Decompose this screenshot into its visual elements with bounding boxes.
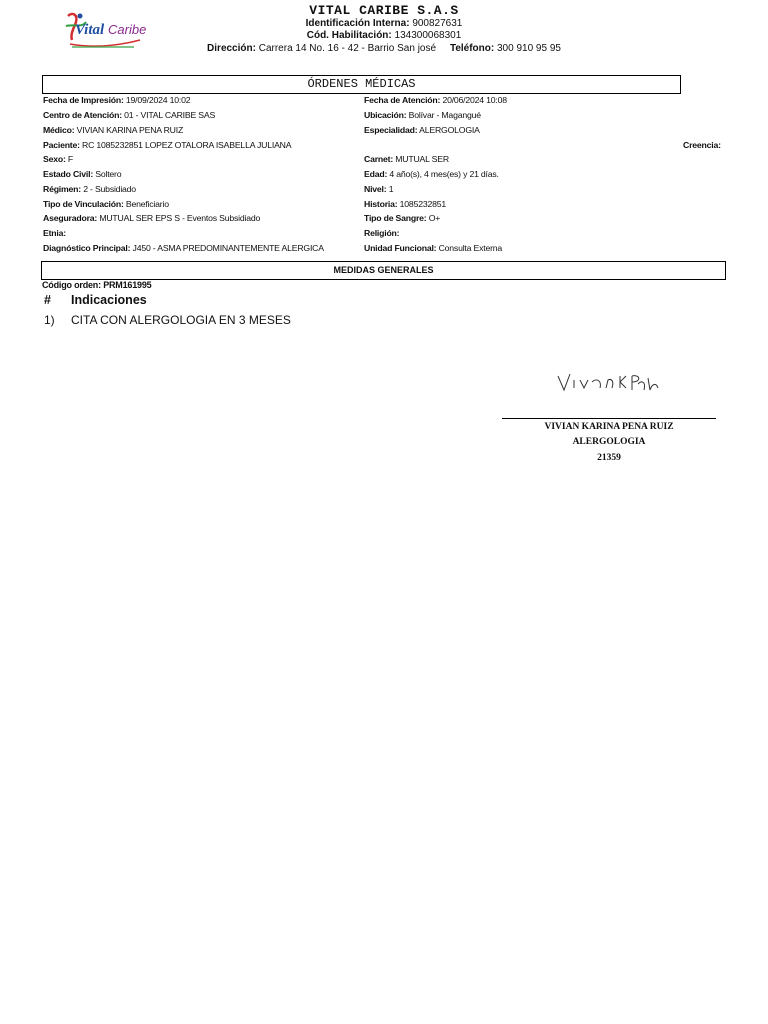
insurer: Aseguradora: MUTUAL SER EPS S - Eventos Subsidiado (43, 213, 261, 223)
internal-id-line: Identificación Interna: 900827631 (305, 18, 463, 29)
care-center: Centro de Atención: 01 - VITAL CARIBE SAS (43, 110, 216, 120)
signer-specialty: ALERGOLOGIA (572, 437, 646, 447)
indication-text: CITA CON ALERGOLOGIA EN 3 MESES (71, 313, 291, 327)
attention-date: Fecha de Atención: 20/06/2024 10:08 (364, 95, 507, 105)
print-date: Fecha de Impresión: 19/09/2024 10:02 (43, 95, 191, 105)
level: Nivel: 1 (364, 184, 394, 194)
habilitation-line: Cód. Habilitación: 134300068301 (306, 30, 462, 41)
regimen: Régimen: 2 - Subsidiado (43, 184, 136, 194)
blood-type: Tipo de Sangre: O+ (364, 213, 441, 223)
document-title: ÓRDENES MÉDICAS (42, 75, 681, 94)
section-title: MEDIDAS GENERALES (41, 261, 726, 280)
functional-unit: Unidad Funcional: Consulta Externa (364, 243, 503, 253)
address-phone-line: Dirección: Carrera 14 No. 16 - 42 - Barrio San josé Teléfono: 300 910 95 95 (207, 43, 561, 54)
main-diagnosis: Diagnóstico Principal: J450 - ASMA PREDOMINANTEMENTE ALERGICA (43, 243, 324, 253)
belief-label: Creencia: (683, 140, 721, 150)
indications-hash: # (44, 293, 51, 307)
svg-text:Vital: Vital (75, 22, 105, 38)
patient: Paciente: RC 1085232851 LOPEZ OTALORA ISABELLA JULIANA (43, 140, 292, 150)
location: Ubicación: Bolívar - Magangué (364, 110, 481, 120)
sex: Sexo: F (43, 154, 73, 164)
order-code: Código orden: PRM161995 (42, 280, 152, 290)
handwritten-signature (552, 368, 662, 402)
ethnicity: Etnia: (43, 228, 66, 238)
link-type: Tipo de Vinculación: Beneficiario (43, 199, 169, 209)
signer-registry: 21359 (597, 453, 621, 463)
civil-status: Estado Civil: Soltero (43, 169, 122, 179)
company-logo (62, 8, 146, 54)
card: Carnet: MUTUAL SER (364, 154, 449, 164)
signer-name: VIVIAN KARINA PENA RUIZ (544, 422, 674, 432)
religion: Religión: (364, 228, 400, 238)
age: Edad: 4 año(s), 4 mes(es) y 21 días. (364, 169, 499, 179)
indications-header: Indicaciones (71, 293, 147, 307)
history: Historia: 1085232851 (364, 199, 446, 209)
doctor: Médico: VIVIAN KARINA PENA RUIZ (43, 125, 184, 135)
indication-number: 1) (44, 313, 55, 327)
company-name: VITAL CARIBE S.A.S (309, 3, 459, 18)
svg-text:Caribe: Caribe (108, 22, 146, 37)
specialty: Especialidad: ALERGOLOGIA (364, 125, 480, 135)
signature-line (502, 418, 716, 419)
